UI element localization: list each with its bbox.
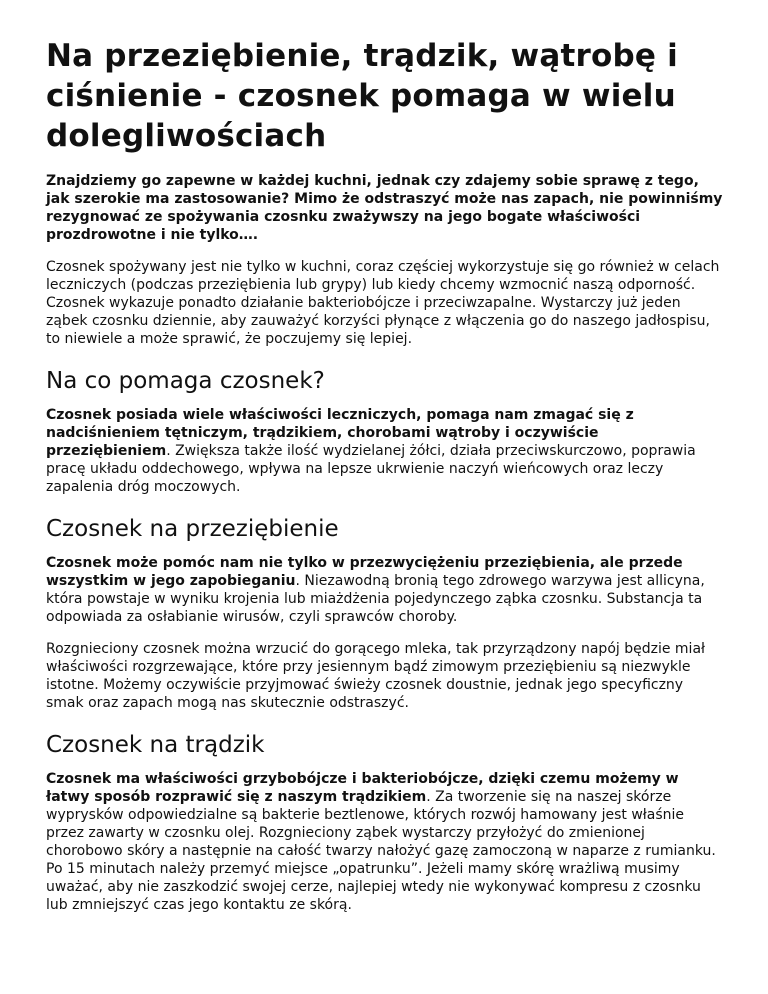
section-paragraph: [46, 770, 723, 914]
section-heading: Na co pomaga czosnek?: [46, 368, 325, 394]
article-lead: Znajdziemy go zapewne w każdej kuchni, jednak czy zdajemy sobie sprawę z tego, jak szerokie ma zastosowanie? Mimo że odstraszyć może nas zapach, nie powinniśmy rezygnować ze spożywania czosnku zważywszy na jego bogate właściwości prozdrowotne i nie tylko….: [46, 173, 723, 243]
section-heading: Czosnek na przeziębienie: [46, 516, 339, 542]
section-bold-text: Czosnek może pomóc nam nie tylko w przezwyciężeniu przeziębienia, ale przede wszystkim w jego zapobieganiu: [46, 555, 683, 589]
section-cold: [46, 514, 723, 712]
article-intro: Czosnek spożywany jest nie tylko w kuchni, coraz częściej wykorzystuje się go również w celach leczniczych (podczas przeziębienia lub grypy) lub kiedy chcemy wzmocnić naszą odporność. Czosnek wykazuje ponadto działanie bakteriobójcze i przeciwzapalne. Wystarczy już jeden ząbek czosnku dziennie, aby zauważyć korzyści płynące z włączenia go do naszego jadłospisu, to niewiele a może sprawić, że poczujemy się lepiej.: [46, 259, 720, 347]
section-heading: Czosnek na trądzik: [46, 732, 265, 758]
article-title: Na przeziębienie, trądzik, wątrobę i ciśnienie - czosnek pomaga w wielu dolegliwościach: [46, 38, 678, 154]
section-paragraph: [46, 406, 723, 496]
section-acne: [46, 730, 723, 914]
section-what-helps: [46, 366, 723, 496]
section-paragraph-extra: Rozgnieciony czosnek można wrzucić do gorącego mleka, tak przyrządzony napój będzie miał właściwości rozgrzewające, które przy jesiennym bądź zimowym przeziębieniu są niezwykle istotne. Możemy oczywiście przyjmować świeży czosnek doustnie, jednak jego specyficzny smak oraz zapach mogą nas skutecznie odstraszyć.: [46, 641, 705, 711]
section-text: . Zwiększa także ilość wydzielanej żółci, działa przeciwskurczowo, poprawia pracę układu oddechowego, wpływa na lepsze ukrwienie naczyń wieńcowych oraz leczy zapalenia dróg moczowych.: [46, 443, 696, 495]
section-paragraph: [46, 554, 723, 626]
section-text: . Za tworzenie się na naszej skórze wyprysków odpowiedzialne są bakterie beztlenowe, których rozwój hamowany jest właśnie przez zawarty w czosnku olej. Rozgnieciony ząbek wystarczy przyłożyć do zmienionej chorobowo skóry a następnie na całość twarzy nałożyć gazę zamoczoną w naparze z rumianku. Po 15 minutach należy przemyć miejsce „opatrunku”. Jeżeli mamy skórę wrażliwą musimy uważać, aby nie zaszkodzić swojej cerze, najlepiej wtedy nie wykonywać kompresu z czosnku lub zmniejszyć czas jego kontaktu ze skórą.: [46, 789, 716, 913]
section-bold-text: Czosnek ma właściwości grzybobójcze i bakteriobójcze, dzięki czemu możemy w łatwy sposób rozprawić się z naszym trądzikiem: [46, 771, 679, 805]
section-bold-text: Czosnek posiada wiele właściwości leczniczych, pomaga nam zmagać się z nadciśnieniem tętniczym, trądzikiem, chorobami wątroby i oczywiście przeziębieniem: [46, 407, 634, 459]
section-text: . Niezawodną bronią tego zdrowego warzywa jest allicyna, która powstaje w wyniku krojenia lub miażdżenia pojedynczego ząbka czosnku. Substancja ta odpowiada za osłabianie wirusów, czyli sprawców choroby.: [46, 573, 705, 625]
